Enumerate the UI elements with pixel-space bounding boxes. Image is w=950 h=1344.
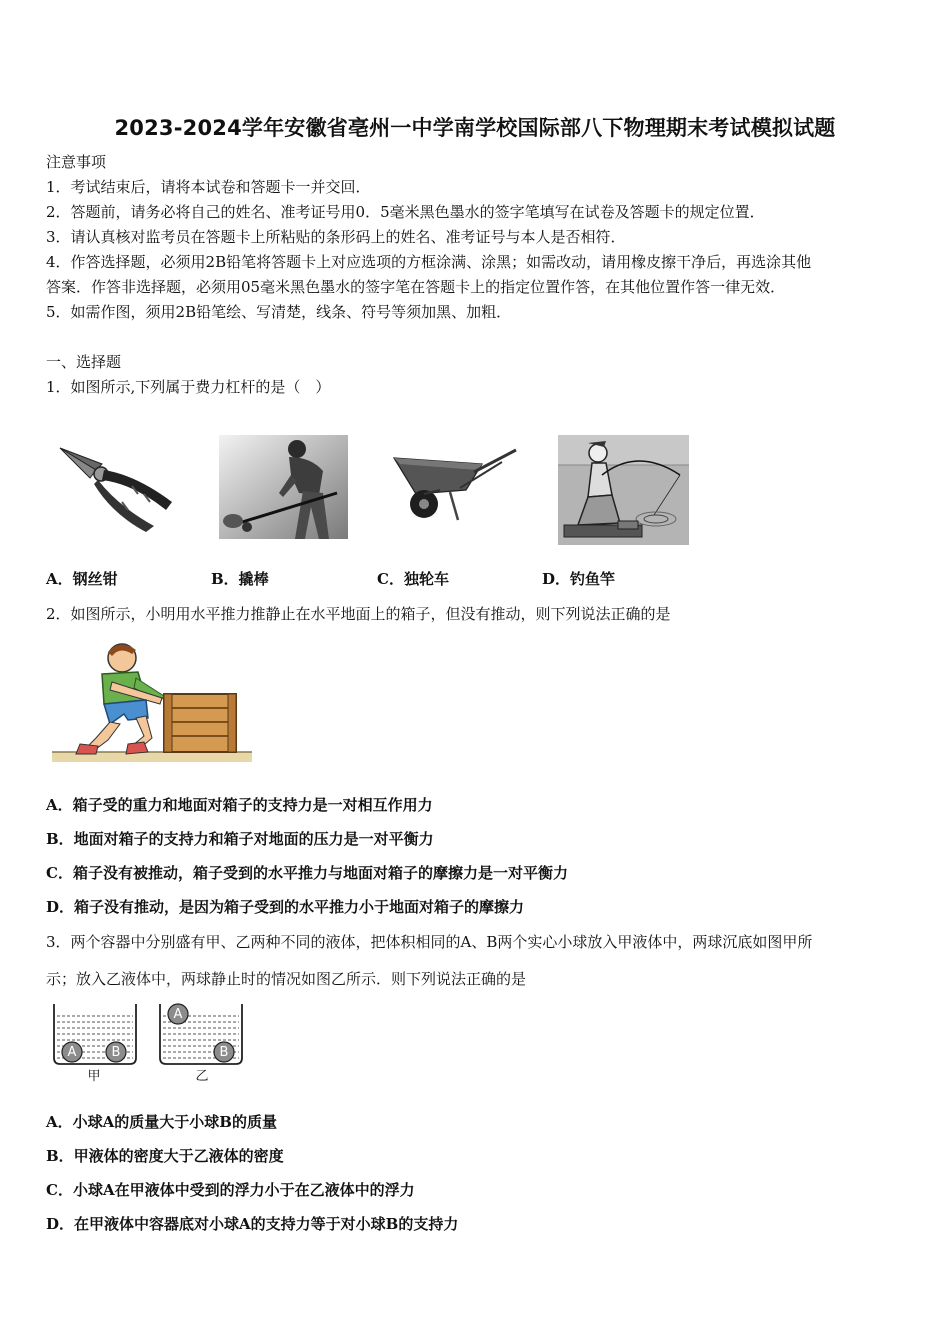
notice-item: 4．作答选择题，必须用2B铅笔将答题卡上对应选项的方框涂满、涂黑；如需改动，请用橡皮擦干净后，再选涂其他 bbox=[46, 253, 812, 271]
question-3-option-c[interactable]: C．小球A在甲液体中受到的浮力小于在乙液体中的浮力 bbox=[46, 1181, 415, 1199]
pliers-image bbox=[56, 440, 181, 535]
question-2-option-b[interactable]: B．地面对箱子的支持力和箱子对地面的压力是一对平衡力 bbox=[46, 830, 434, 848]
question-3-stem-line1: 3．两个容器中分别盛有甲、乙两种不同的液体，把体积相同的A、B两个实心小球放入甲液体中，两球沉底如图甲所 bbox=[46, 933, 813, 951]
liquid-containers-diagram bbox=[50, 1000, 250, 1085]
container-1-label: 甲 bbox=[87, 1069, 101, 1084]
notice-item: 2．答题前，请务必将自己的姓名、准考证号用0．5毫米黑色墨水的签字笔填写在试卷及答题卡的规定位置． bbox=[46, 203, 765, 221]
ball-a-label: A bbox=[67, 1045, 77, 1060]
notice-item: 答案．作答非选择题，必须用05毫米黑色墨水的签字笔在答题卡上的指定位置作答，在其他位置作答一律无效． bbox=[46, 278, 786, 296]
question-1-option-b[interactable]: B．撬棒 bbox=[211, 570, 269, 588]
page-title: 2023-2024学年安徽省亳州一中学南学校国际部八下物理期末考试模拟试题 bbox=[114, 116, 836, 140]
question-3-option-d[interactable]: D．在甲液体中容器底对小球A的支持力等于对小球B的支持力 bbox=[46, 1215, 459, 1233]
fishing-rod-image bbox=[558, 435, 689, 545]
notice-item: 1．考试结束后，请将本试卷和答题卡一并交回． bbox=[46, 178, 371, 196]
wheelbarrow-image bbox=[390, 442, 518, 524]
notice-heading: 注意事项 bbox=[46, 153, 107, 171]
ball-a-label: A bbox=[173, 1007, 183, 1022]
question-2-option-c[interactable]: C．箱子没有被推动，箱子受到的水平推力与地面对箱子的摩擦力是一对平衡力 bbox=[46, 864, 568, 882]
question-3-stem-line2: 示；放入乙液体中，两球静止时的情况如图乙所示．则下列说法正确的是 bbox=[46, 970, 527, 988]
section-heading: 一、选择题 bbox=[46, 353, 122, 371]
question-1-option-d[interactable]: D．钓鱼竿 bbox=[542, 570, 616, 588]
ball-b-label: B bbox=[219, 1045, 229, 1060]
notice-item: 5．如需作图，须用2B铅笔绘、写清楚，线条、符号等须加黑、加粗． bbox=[46, 303, 512, 321]
question-1-stem: 1．如图所示,下列属于费力杠杆的是（ ） bbox=[46, 378, 331, 396]
question-2-option-d[interactable]: D．箱子没有推动，是因为箱子受到的水平推力小于地面对箱子的摩擦力 bbox=[46, 898, 525, 916]
container-2-label: 乙 bbox=[195, 1069, 209, 1084]
boy-pushing-box-image bbox=[52, 638, 252, 766]
question-2-option-a[interactable]: A．箱子受的重力和地面对箱子的支持力是一对相互作用力 bbox=[46, 796, 433, 814]
question-3-option-a[interactable]: A．小球A的质量大于小球B的质量 bbox=[46, 1113, 277, 1131]
question-1-option-a[interactable]: A．钢丝钳 bbox=[46, 570, 118, 588]
question-3-option-b[interactable]: B．甲液体的密度大于乙液体的密度 bbox=[46, 1147, 284, 1165]
question-1-option-c[interactable]: C．独轮车 bbox=[377, 570, 449, 588]
question-2-stem: 2．如图所示，小明用水平推力推静止在水平地面上的箱子，但没有推动，则下列说法正确的是 bbox=[46, 605, 671, 623]
ball-b-label: B bbox=[111, 1045, 121, 1060]
crowbar-image bbox=[219, 435, 348, 539]
notice-item: 3．请认真核对监考员在答题卡上所粘贴的条形码上的姓名、准考证号与本人是否相符． bbox=[46, 228, 626, 246]
